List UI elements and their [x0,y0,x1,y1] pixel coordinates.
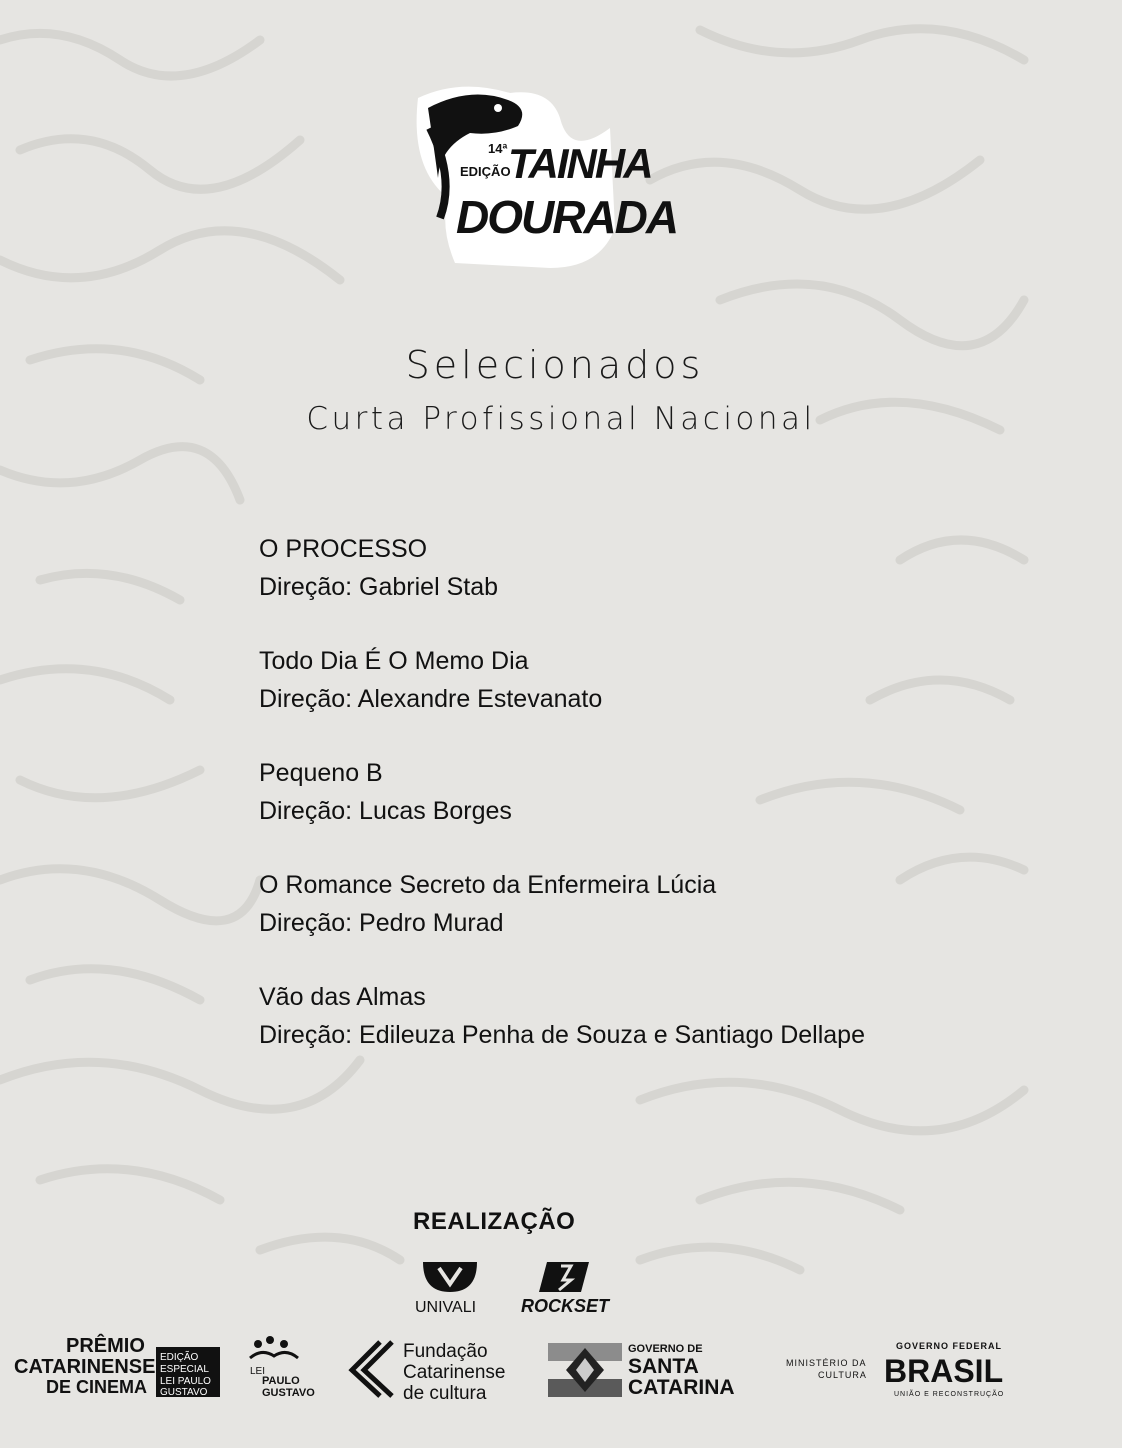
film-director: Direção: Gabriel Stab [259,572,499,601]
governo-sc-logo [548,1343,735,1399]
film-title: Todo Dia É O Memo Dia [259,647,529,675]
gov-sc-line1: GOVERNO DE [628,1343,703,1355]
fcc-line3: de cultura [403,1383,487,1404]
sponsor-logos [0,1330,1024,1410]
festival-logo [400,78,678,273]
gov-fed-line2: BRASIL [884,1353,1004,1389]
lei-line1: LEI [250,1366,266,1377]
governo-federal-logo [884,1341,1004,1398]
fcc-line1: Fundação [403,1341,488,1362]
film-director: Direção: Alexandre Estevanato [259,684,603,713]
premio-line1: PRÊMIO [66,1335,145,1357]
fcc-line2: Catarinense [403,1362,506,1383]
film-entry [259,755,865,830]
film-director: Direção: Edileuza Penha de Souza e Santiago Dellape [259,1020,865,1049]
premio-catarinense-logo [14,1333,220,1398]
film-entry [259,867,865,942]
film-entry [259,643,865,718]
film-title: O Romance Secreto da Enfermeira Lúcia [259,871,717,899]
fcc-logo [352,1341,505,1404]
ministerio-line2: CULTURA [818,1370,867,1380]
gov-sc-line2: SANTA [628,1355,699,1378]
rockset-logo [521,1262,611,1316]
page-title: Selecionados [405,343,705,387]
film-title: Pequeno B [259,759,383,787]
film-list [259,531,865,1091]
premio-badge-line2: ESPECIAL [160,1364,209,1375]
lei-line3: GUSTAVO [262,1387,315,1399]
logo-name-line1: TAINHA [508,140,652,187]
premio-badge-line3: LEI PAULO [160,1376,211,1387]
lei-paulo-gustavo-logo [250,1336,315,1399]
film-title: O PROCESSO [259,535,428,563]
premio-badge-line4: GUSTAVO [160,1387,208,1398]
ministerio-line1: MINISTÉRIO DA [786,1358,867,1368]
realizacao-logos [413,1258,613,1318]
rockset-label: ROCKSET [521,1296,610,1316]
logo-edition-word: EDIÇÃO [460,164,511,179]
univali-logo [415,1262,477,1316]
gov-fed-line1: GOVERNO FEDERAL [896,1341,1003,1351]
lei-line2: PAULO [262,1375,300,1387]
gov-sc-line3: CATARINA [628,1376,735,1399]
film-entry [259,531,865,606]
realizacao-heading: REALIZAÇÃO [413,1208,576,1235]
univali-label: UNIVALI [415,1299,477,1316]
film-director: Direção: Pedro Murad [259,908,504,937]
premio-line3: DE CINEMA [46,1377,148,1397]
film-title: Vão das Almas [259,983,426,1011]
gov-fed-line3: UNIÃO E RECONSTRUÇÃO [894,1391,1005,1398]
logo-name-line2: DOURADA [456,191,678,243]
premio-line2: CATARINENSE [14,1356,156,1378]
premio-badge-line1: EDIÇÃO [160,1352,199,1363]
logo-edition-number: 14ª [488,141,508,156]
film-entry [259,979,865,1054]
page-subtitle: Curta Profissional Nacional [306,401,816,437]
ministerio-cultura-logo [786,1358,867,1380]
film-director: Direção: Lucas Borges [259,796,512,825]
